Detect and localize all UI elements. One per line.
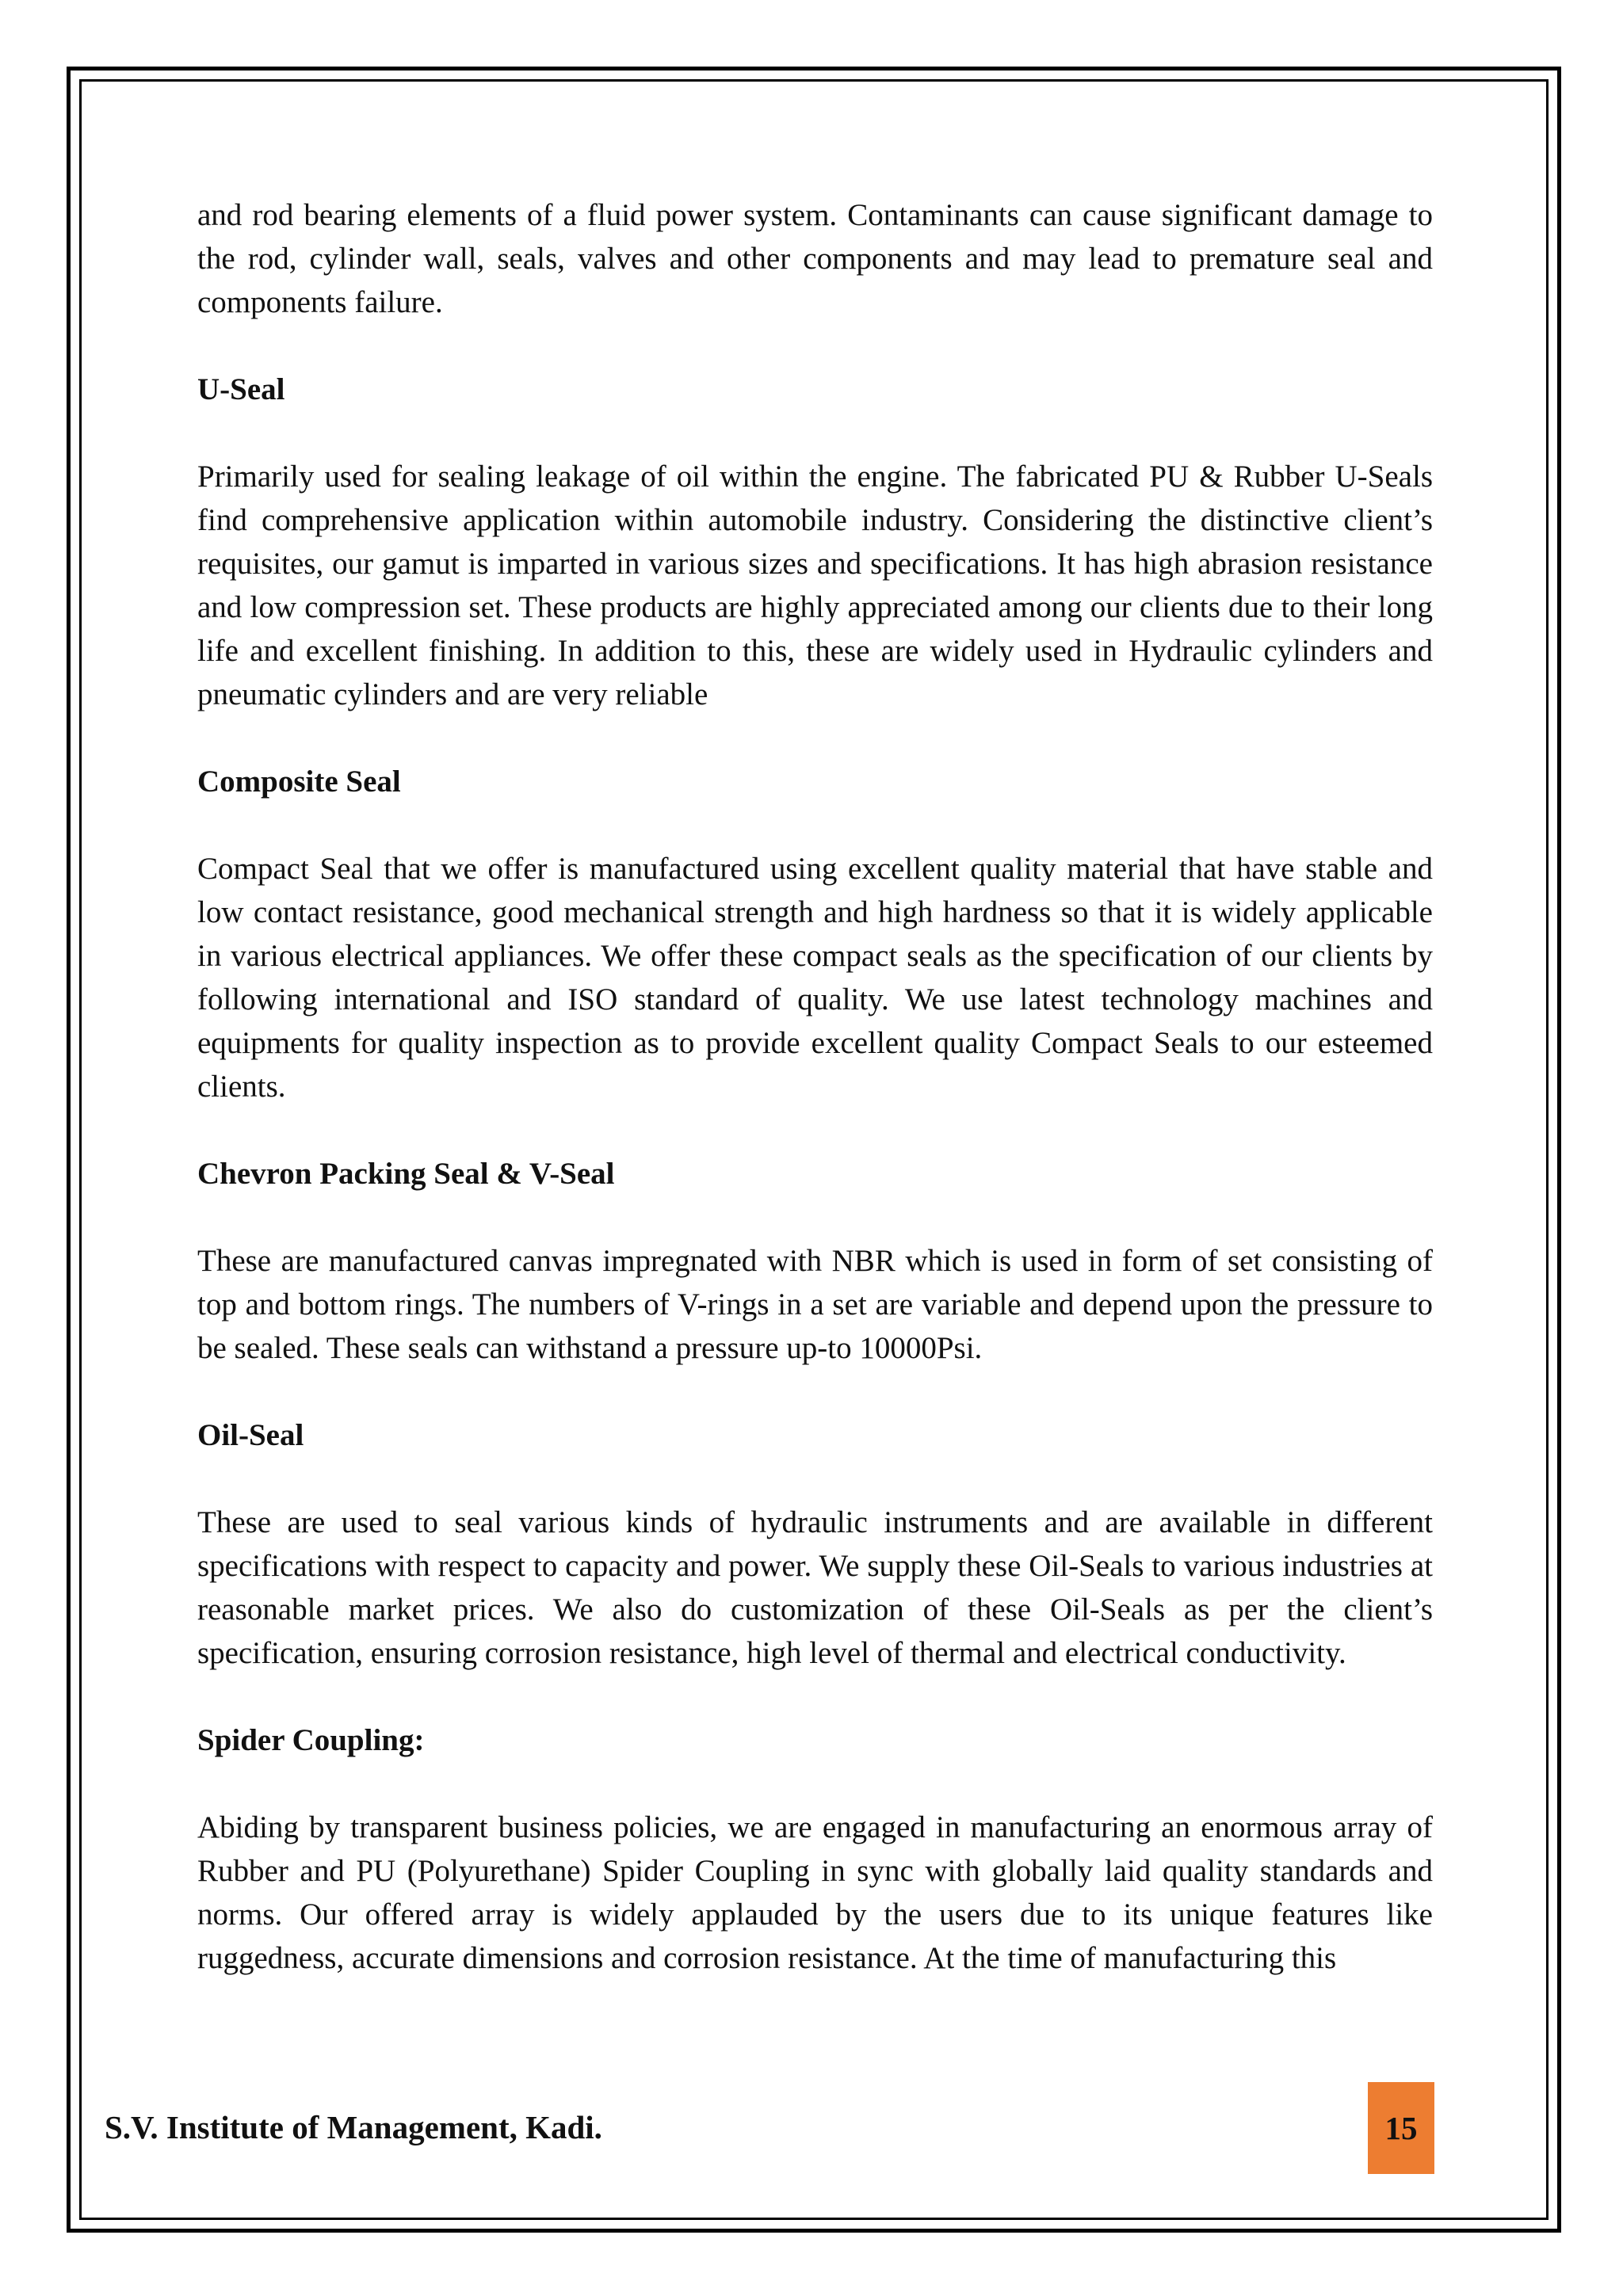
section-heading-chevron-v-seal: Chevron Packing Seal & V-Seal [197,1157,615,1191]
intro-paragraph: and rod bearing elements of a fluid power system. Contaminants can cause significant damage to the rod, cylinder wall, seals, valves and other components and may lead to premature seal and components failure. [197,198,1433,319]
section-body-chevron-v-seal: These are manufactured canvas impregnated with NBR which is used in form of set consisting of top and bottom rings. The numbers of V-rings in a set are variable and depend upon the pressure to be sealed. These seals can withstand a pressure up-to 10000Psi. [197,1244,1433,1365]
document-body [197,193,1433,1980]
section-body-oil-seal: These are used to seal various kinds of hydraulic instruments and are available in different specifications with respect to capacity and power. We supply these Oil-Seals to various industries at reasonable market prices. We also do customization of these Oil-Seals as per the client’s specification, ensuring corrosion resistance, high level of thermal and electrical conductivity. [197,1505,1433,1670]
section-body-spider-coupling: Abiding by transparent business policies, we are engaged in manufacturing an enormous array of Rubber and PU (Polyurethane) Spider Coupling in sync with globally laid quality standards and norms. Our offered array is widely applauded by the users due to its unique features like ruggedness, accurate dimensions and corrosion resistance. At the time of manufacturing this [197,1810,1433,1975]
section-heading-u-seal: U-Seal [197,372,285,406]
section-heading-composite-seal: Composite Seal [197,765,401,799]
section-body-composite-seal: Compact Seal that we offer is manufactured using excellent quality material that have stable and low contact resistance, good mechanical strength and high hardness so that it is widely applicable in various electrical appliances. We offer these compact seals as the specification of our clients by following international and ISO standard of quality. We use latest technology machines and equipments for quality inspection as to provide excellent quality Compact Seals to our esteemed clients. [197,852,1433,1104]
section-body-u-seal: Primarily used for sealing leakage of oil within the engine. The fabricated PU & Rubber U-Seals find comprehensive application within automobile industry. Considering the distinctive client’s requisites, our gamut is imparted in various sizes and specifications. It has high abrasion resistance and low compression set. These products are highly appreciated among our clients due to their long life and excellent finishing. In addition to this, these are widely used in Hydraulic cylinders and pneumatic cylinders and are very reliable [197,460,1433,711]
section-heading-oil-seal: Oil-Seal [197,1418,304,1452]
page-number-badge: 15 [1368,2082,1434,2174]
section-heading-spider-coupling: Spider Coupling: [197,1723,425,1757]
footer-institute-name: S.V. Institute of Management, Kadi. [105,2109,602,2145]
